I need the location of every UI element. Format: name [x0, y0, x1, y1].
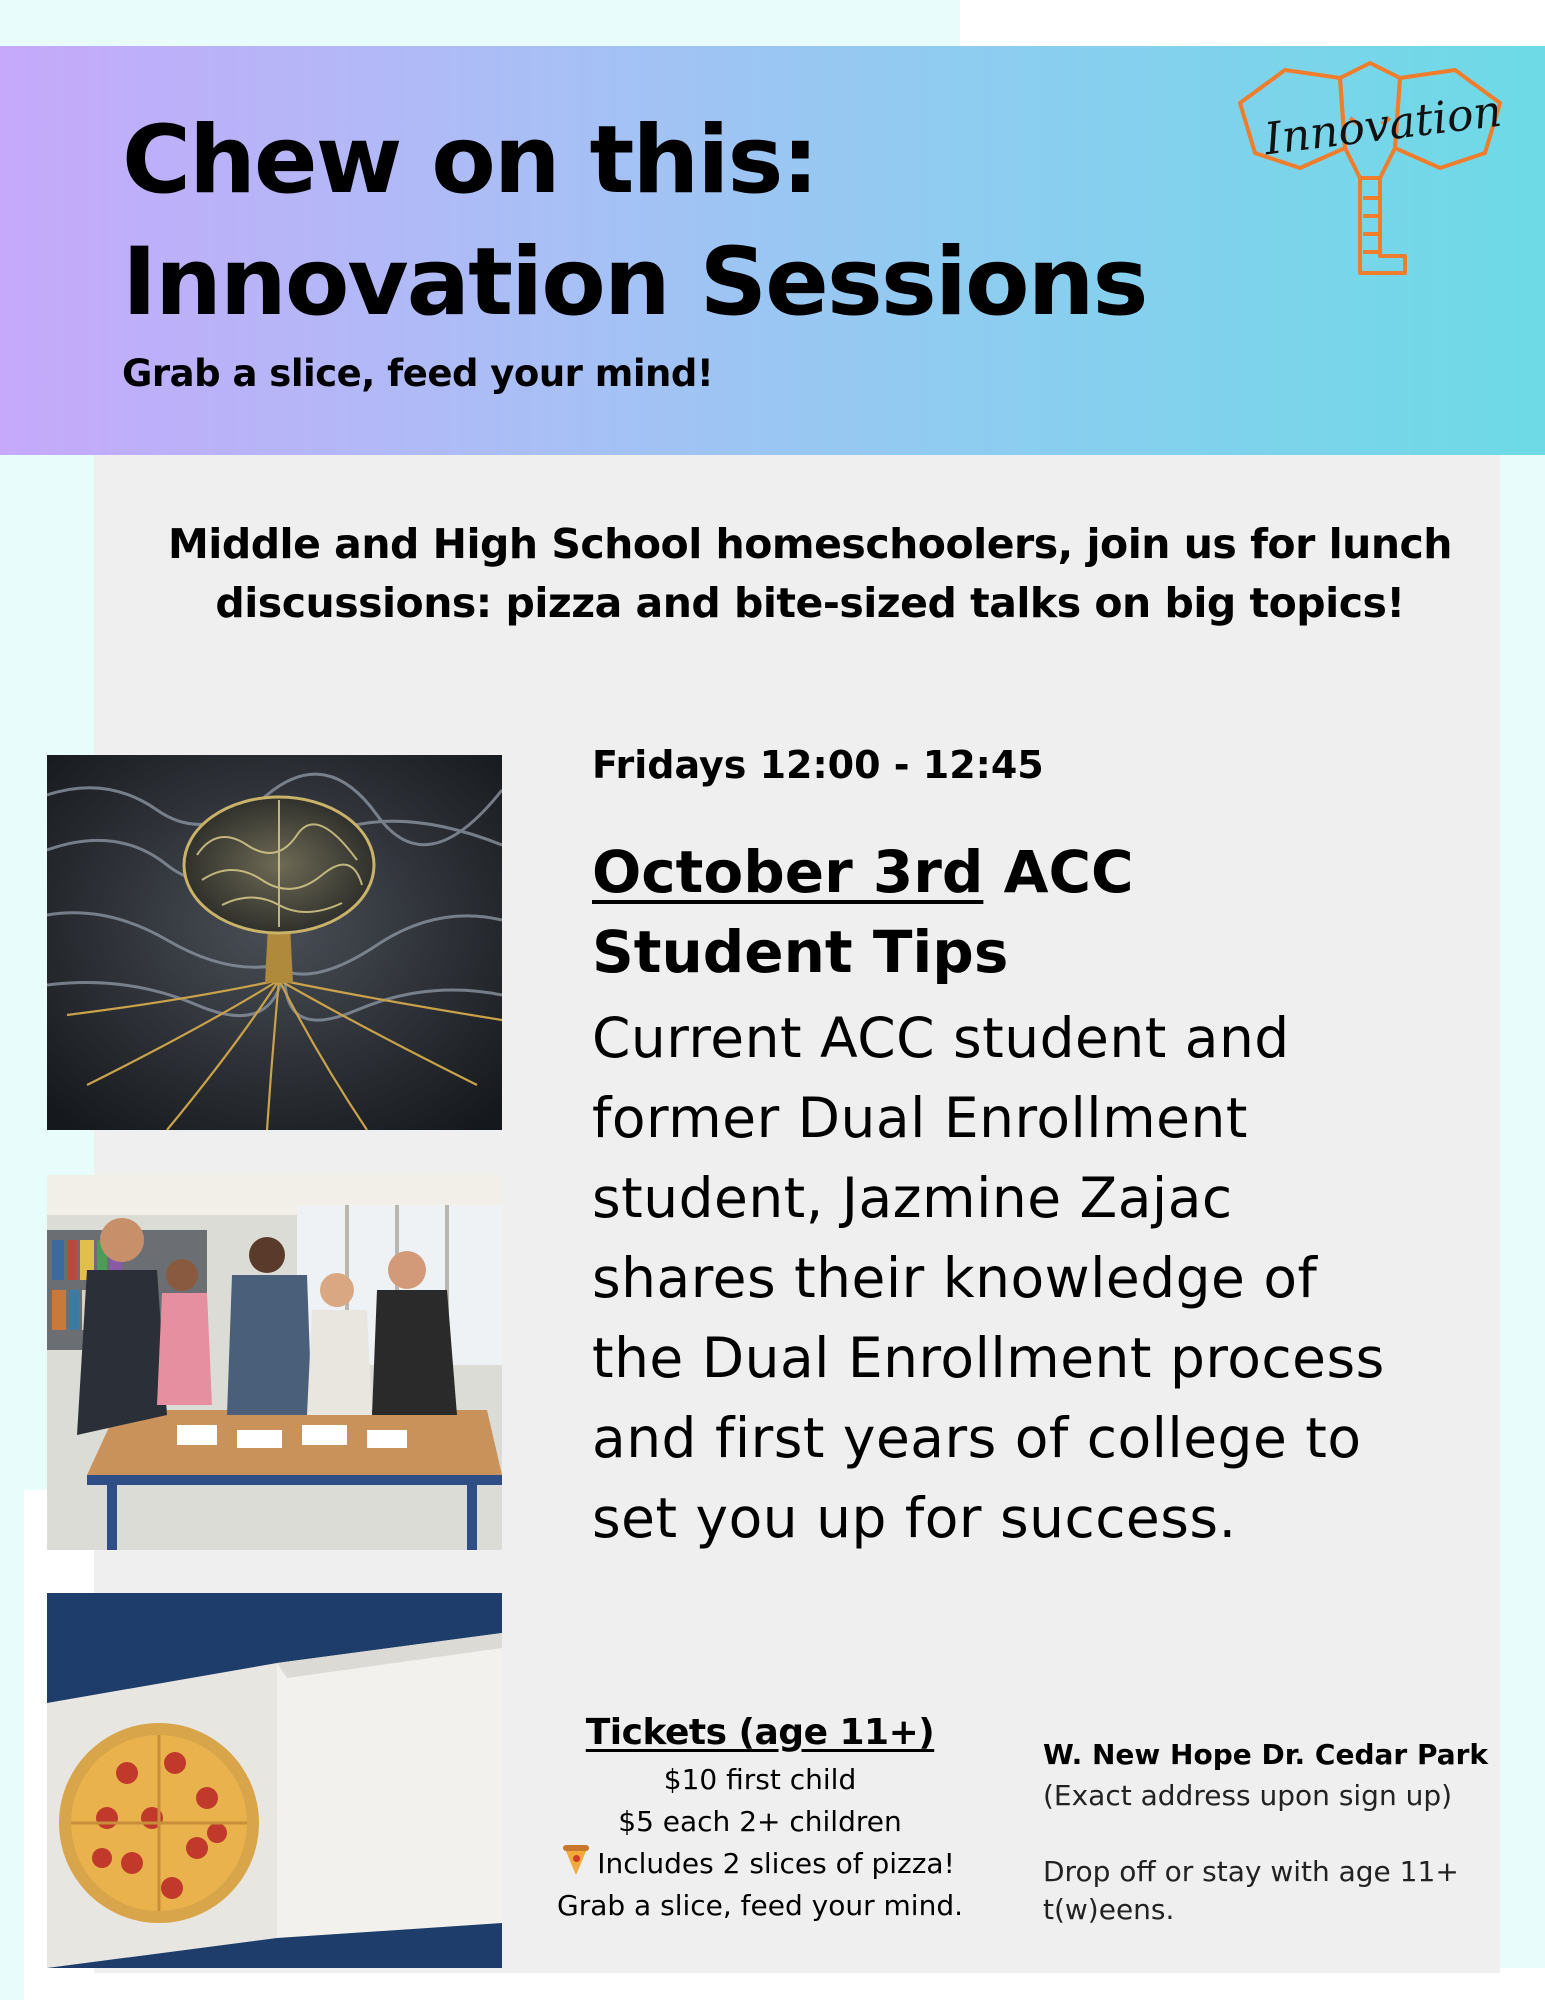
session-heading [592, 832, 1372, 992]
session-title: ACC Student Tips [592, 838, 1134, 986]
pizza-box-image [47, 1593, 502, 1968]
title-line-1: Chew on this: [122, 106, 818, 215]
brain-tree-image [47, 755, 502, 1130]
location-section [1043, 1738, 1513, 1929]
logo-text: Innovation [1261, 85, 1505, 166]
page-title [122, 100, 1147, 344]
pizza-note-line [540, 1843, 980, 1885]
dropoff-line-1: Drop off or stay with age 11+ [1043, 1855, 1459, 1888]
students-collaborating-image [47, 1175, 502, 1550]
session-schedule: Fridays 12:00 - 12:45 [592, 743, 1044, 787]
title-line-2: Innovation Sessions [122, 228, 1147, 337]
intro-text: Middle and High School homeschoolers, join us for lunch discussions: pizza and bite-sized talks on big topics! [168, 520, 1452, 627]
location-address-note: (Exact address upon sign up) [1043, 1779, 1453, 1812]
tickets-section [540, 1712, 980, 1927]
page-subtitle: Grab a slice, feed your mind! [122, 352, 714, 395]
location-spacer [1043, 1815, 1513, 1853]
tickets-title: Tickets (age 11+) [585, 1712, 935, 1753]
corner-accent [960, 0, 1545, 46]
tickets-tagline: Grab a slice, feed your mind. [557, 1889, 963, 1922]
dropoff-line-2: t(w)eens. [1043, 1893, 1175, 1926]
ticket-price-additional: $5 each 2+ children [618, 1805, 902, 1838]
pizza-note: Includes 2 slices of pizza! [597, 1847, 955, 1880]
session-description: Current ACC student and former Dual Enrollment student, Jazmine Zajac shares their knowledge of the Dual Enrollment process and first years of college to set you up for success. [592, 1006, 1385, 1550]
pizza-icon [565, 1849, 587, 1875]
ticket-price-first: $10 first child [663, 1763, 857, 1796]
session-date: October 3rd [592, 838, 984, 906]
innovation-logo [1230, 58, 1510, 288]
location-address: W. New Hope Dr. Cedar Park [1043, 1738, 1489, 1771]
